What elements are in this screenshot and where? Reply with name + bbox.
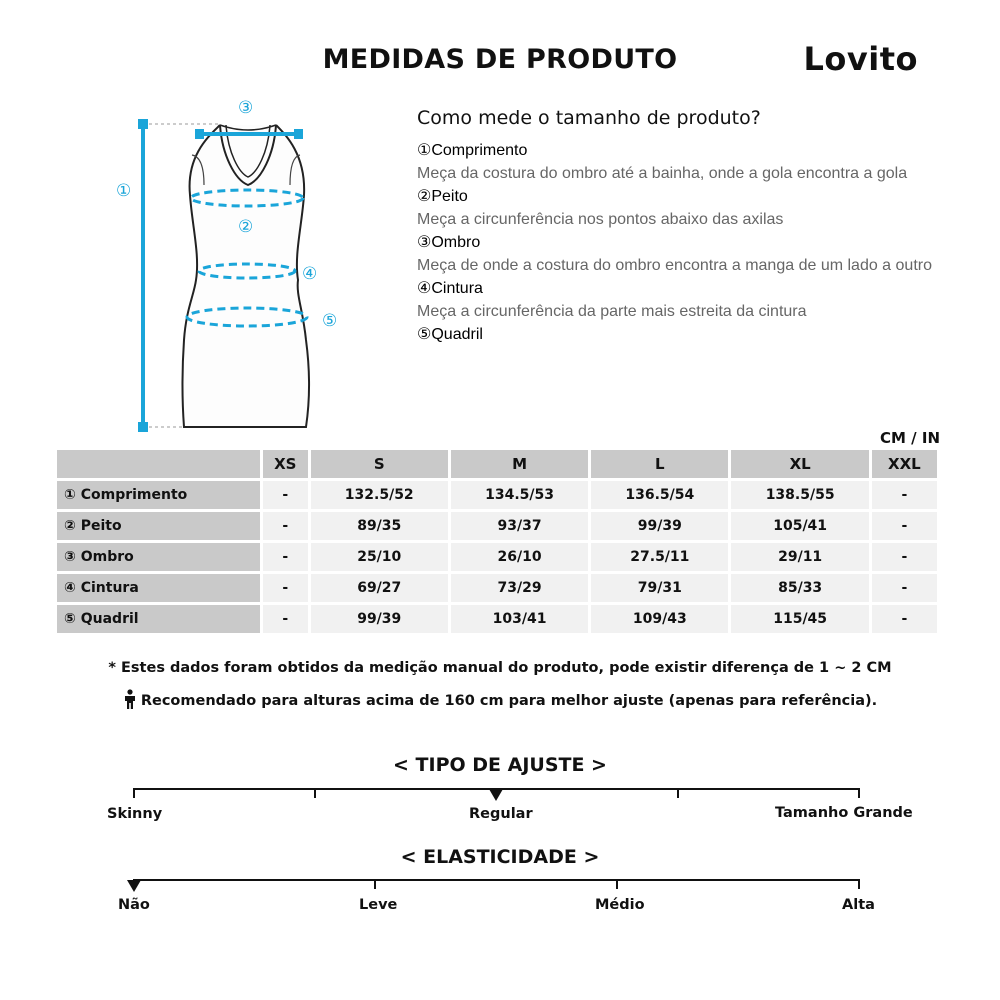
- guide-item-desc: Meça da costura do ombro até a bainha, onde a gola encontra a gola: [417, 165, 908, 182]
- guide-heading: Como mede o tamanho de produto?: [417, 107, 761, 129]
- label-length: ①: [116, 181, 132, 201]
- fit-tick: [677, 788, 679, 798]
- fit-label-regular: Regular: [469, 806, 533, 822]
- table-cell: 99/39: [591, 512, 728, 540]
- table-cell: 29/11: [731, 543, 868, 571]
- table-row: [57, 512, 937, 540]
- row-label: ① Comprimento: [57, 481, 260, 509]
- label-shoulder: ③: [238, 98, 254, 118]
- table-cell: 115/45: [731, 605, 868, 633]
- table-cell: 99/39: [311, 605, 448, 633]
- fit-tick: [314, 788, 316, 798]
- disclaimer-note: * Estes dados foram obtidos da medição manual do produto, pode existir diferença de 1 ~ 2 CM: [108, 660, 892, 676]
- table-header-cell: XS: [263, 450, 308, 478]
- table-cell: 79/31: [591, 574, 728, 602]
- table-cell: 69/27: [311, 574, 448, 602]
- table-header-cell: L: [591, 450, 728, 478]
- person-icon: [123, 689, 137, 709]
- elasticity-tick: [374, 879, 376, 889]
- table-cell: 27.5/11: [591, 543, 728, 571]
- table-row: [57, 605, 937, 633]
- guide-item-title: ①Comprimento: [417, 142, 528, 159]
- table-cell: -: [872, 574, 937, 602]
- elasticity-tick: [616, 879, 618, 889]
- table-cell: -: [263, 605, 308, 633]
- table-cell: -: [263, 512, 308, 540]
- row-label: ③ Ombro: [57, 543, 260, 571]
- guide-item-desc: Meça a circunferência nos pontos abaixo das axilas: [417, 211, 784, 228]
- fit-tick: [133, 788, 135, 798]
- label-hip: ⑤: [322, 311, 338, 331]
- table-cell: 134.5/53: [451, 481, 588, 509]
- table-cell: -: [263, 481, 308, 509]
- table-cell: 25/10: [311, 543, 448, 571]
- table-cell: 93/37: [451, 512, 588, 540]
- fit-marker-icon: [489, 789, 503, 801]
- elasticity-tick: [858, 879, 860, 889]
- table-header-cell: M: [451, 450, 588, 478]
- table-cell: -: [263, 574, 308, 602]
- table-cell: -: [263, 543, 308, 571]
- table-cell: 73/29: [451, 574, 588, 602]
- table-cell: 85/33: [731, 574, 868, 602]
- label-waist: ④: [302, 264, 318, 284]
- table-header-cell: [57, 450, 260, 478]
- table-cell: 103/41: [451, 605, 588, 633]
- table-row: [57, 543, 937, 571]
- guide-item-desc: Meça a circunferência da parte mais estreita da cintura: [417, 303, 807, 320]
- table-cell: -: [872, 543, 937, 571]
- fit-title: < TIPO DE AJUSTE >: [393, 754, 607, 776]
- table-cell: 89/35: [311, 512, 448, 540]
- elasticity-marker-icon: [127, 880, 141, 892]
- height-note-text: Recomendado para alturas acima de 160 cm para melhor ajuste (apenas para referência).: [140, 693, 878, 709]
- dress-measurement-diagram: [100, 95, 360, 440]
- table-cell: 136.5/54: [591, 481, 728, 509]
- table-cell: -: [872, 481, 937, 509]
- table-cell: 132.5/52: [311, 481, 448, 509]
- table-cell: -: [872, 512, 937, 540]
- row-label: ④ Cintura: [57, 574, 260, 602]
- elasticity-title: < ELASTICIDADE >: [400, 846, 600, 868]
- guide-item-desc: Meça de onde a costura do ombro encontra a manga de um lado a outro: [417, 257, 932, 274]
- table-cell: 26/10: [451, 543, 588, 571]
- row-label: ⑤ Quadril: [57, 605, 260, 633]
- elasticity-scale-line: [133, 879, 860, 881]
- table-cell: -: [872, 605, 937, 633]
- row-label: ② Peito: [57, 512, 260, 540]
- page-title: MEDIDAS DE PRODUTO: [322, 44, 678, 75]
- elasticity-label-none: Não: [118, 897, 150, 913]
- guide-item-title: ②Peito: [417, 188, 468, 205]
- label-chest: ②: [238, 217, 254, 237]
- guide-item-title: ④Cintura: [417, 280, 483, 297]
- height-note: [0, 689, 1000, 709]
- fit-tick: [858, 788, 860, 798]
- table-row: [57, 574, 937, 602]
- elasticity-label-light: Leve: [359, 897, 398, 913]
- guide-item-title: ⑤Quadril: [417, 326, 483, 343]
- table-cell: 109/43: [591, 605, 728, 633]
- table-header-row: [57, 450, 937, 478]
- elasticity-label-medium: Médio: [595, 897, 645, 913]
- table-header-cell: S: [311, 450, 448, 478]
- fit-label-large: Tamanho Grande: [775, 805, 913, 821]
- measurement-guide: [417, 107, 937, 346]
- table-header-cell: XXL: [872, 450, 937, 478]
- table-row: [57, 481, 937, 509]
- elasticity-label-high: Alta: [842, 897, 875, 913]
- unit-label: CM / IN: [880, 429, 940, 447]
- size-table: [54, 447, 940, 636]
- brand-logo: Lovito: [803, 40, 918, 78]
- fit-label-skinny: Skinny: [107, 806, 163, 822]
- table-header-cell: XL: [731, 450, 868, 478]
- guide-item-title: ③Ombro: [417, 234, 481, 251]
- table-cell: 138.5/55: [731, 481, 868, 509]
- table-cell: 105/41: [731, 512, 868, 540]
